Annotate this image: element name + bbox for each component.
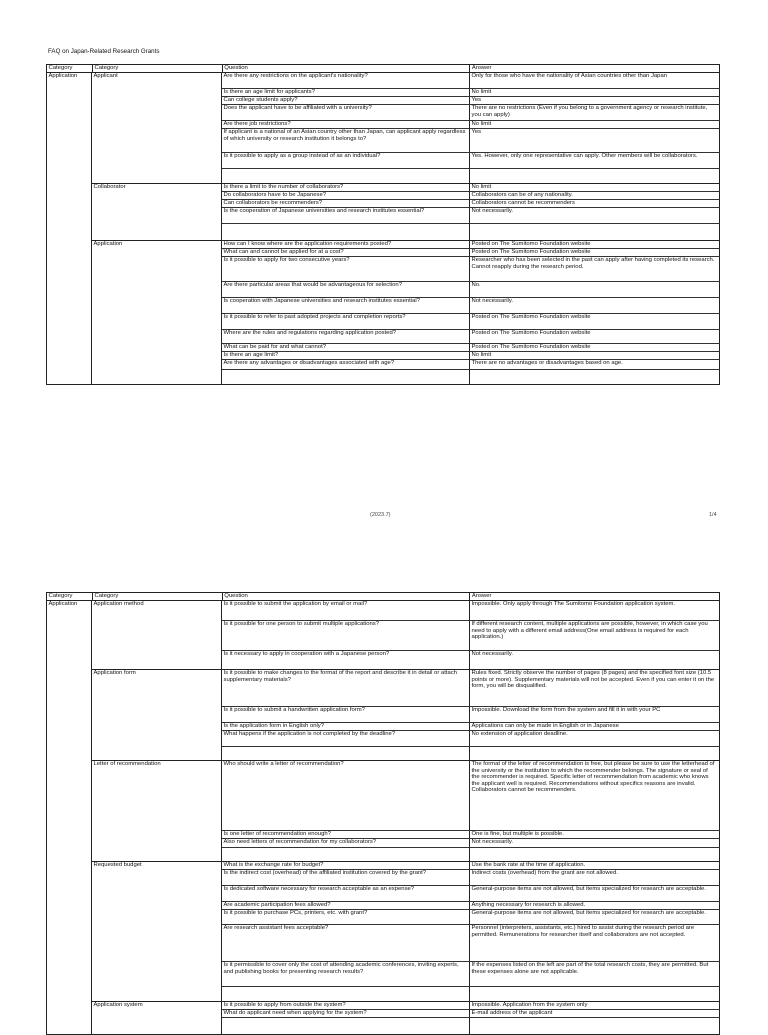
subcategory-group xyxy=(92,184,720,241)
question-cell: Are there any restrictions on the applicant's nationality? xyxy=(222,73,470,88)
question-rows xyxy=(222,241,720,384)
answer-cell: No. xyxy=(470,282,720,297)
table-row xyxy=(222,651,720,669)
answer-cell: Yes xyxy=(470,97,720,104)
answer-cell: Anything necessary for research is allowed. xyxy=(470,902,720,909)
table-row xyxy=(222,129,720,153)
table-row xyxy=(222,121,720,129)
table-row xyxy=(222,987,720,1001)
table-row xyxy=(222,105,720,121)
answer-cell xyxy=(470,169,720,183)
answer-cell xyxy=(470,848,720,861)
table-row xyxy=(222,1010,720,1018)
answer-cell: Not necessarily. xyxy=(470,839,720,847)
table-row xyxy=(222,224,720,240)
answer-cell: If the expenses listed on the left are part of the total research costs, they are permitted. But these expenses alone are not applicable. xyxy=(470,962,720,986)
answer-cell: Not necessarily. xyxy=(470,298,720,313)
question-cell: Is there an age limit for applicants? xyxy=(222,89,470,96)
question-cell: Is it possible for one person to submit multiple applications? xyxy=(222,621,470,650)
table-row xyxy=(222,910,720,925)
question-cell xyxy=(222,1018,470,1034)
table-row xyxy=(222,621,720,651)
table-row xyxy=(222,601,720,621)
table-row xyxy=(222,314,720,330)
question-cell: What is the exchange rate for budget? xyxy=(222,862,470,869)
question-rows xyxy=(222,73,720,183)
header-cell: Category xyxy=(93,65,223,72)
header-cell: Question xyxy=(223,65,471,72)
table-row xyxy=(222,330,720,344)
question-cell: Where are the rules and regulations regarding application posted? xyxy=(222,330,470,343)
question-cell: Are there particular areas that would be advantageous for selection? xyxy=(222,282,470,297)
table-row xyxy=(222,241,720,249)
question-cell: Is it possible to submit the application by email or mail? xyxy=(222,601,470,620)
subcategory-cell: Application form xyxy=(92,670,222,760)
answer-cell xyxy=(470,747,720,760)
header-cell: Question xyxy=(223,593,471,600)
table-row xyxy=(222,747,720,760)
question-cell: Is it possible to apply for two consecutive years? xyxy=(222,257,470,281)
question-cell xyxy=(222,987,470,1001)
subcategory-group xyxy=(92,670,720,761)
question-cell: Is one letter of recommendation enough? xyxy=(222,831,470,838)
header-cell: Answer xyxy=(470,65,720,72)
question-cell: Is it possible to refer to past adopted projects and completion reports? xyxy=(222,314,470,329)
table-row xyxy=(222,73,720,89)
subcategory-group xyxy=(92,761,720,862)
table-row xyxy=(222,862,720,870)
table-row xyxy=(222,886,720,902)
table-row xyxy=(222,249,720,257)
answer-cell: One is fine, but multiple is possible. xyxy=(470,831,720,838)
answer-cell: Posted on The Sumitomo Foundation website xyxy=(470,241,720,248)
table-row xyxy=(222,352,720,360)
answer-cell: E-mail address of the applicant xyxy=(470,1010,720,1017)
question-cell: Does the applicant have to be affiliated with a university? xyxy=(222,105,470,120)
question-rows xyxy=(222,862,720,1001)
subcategory-cell: Application xyxy=(92,241,222,384)
table-row xyxy=(222,902,720,910)
answer-cell: Posted on The Sumitomo Foundation website xyxy=(470,249,720,256)
answer-cell: General-purpose items are not allowed, but items specialized for research are acceptable. xyxy=(470,886,720,901)
table-row xyxy=(222,200,720,208)
question-cell xyxy=(222,224,470,240)
question-cell: Is it necessary to apply in cooperation with a Japanese person? xyxy=(222,651,470,669)
footer-page-number: 1/4 xyxy=(709,512,717,518)
answer-cell: Impossible. Download the form from the system and fill it in with your PC xyxy=(470,707,720,722)
answer-cell: Impossible. Application from the system only xyxy=(470,1002,720,1009)
question-rows xyxy=(222,184,720,240)
table-row xyxy=(222,184,720,192)
faq-table-sheet-2 xyxy=(46,592,720,1035)
question-cell: Are there job restrictions? xyxy=(222,121,470,128)
question-rows xyxy=(222,601,720,669)
table-row xyxy=(222,870,720,886)
question-cell: Is it possible to apply from outside the system? xyxy=(222,1002,470,1009)
answer-cell: No limit xyxy=(470,352,720,359)
answer-cell: Researcher who has been selected in the past can apply after having completed its research. Cannot reapply during the research period. xyxy=(470,257,720,281)
table-row xyxy=(222,848,720,861)
table-row xyxy=(222,925,720,962)
answer-cell xyxy=(470,370,720,384)
question-cell: Is it permissible to cover only the cost of attending academic conferences, inviting experts, and publishing books for presenting research results? xyxy=(222,962,470,986)
answer-cell: The format of the letter of recommendation is free, but please be sure to use the letterhead of the university or the institution to which the recommender belongs. The signature or seal of the recommender is required. Specific letter of recommendation from academic who knows the applicant well is required. Recommendations without specifics reasons are invalid. Collaborators cannot be recommenders. xyxy=(470,761,720,830)
answer-cell: Collaborators cannot be recommenders xyxy=(470,200,720,207)
subcategory-groups xyxy=(92,73,720,384)
question-cell: Can collaborators be recommenders? xyxy=(222,200,470,207)
table-row xyxy=(222,257,720,282)
subcategory-cell: Requested budget xyxy=(92,862,222,1001)
question-cell: Is the cooperation of Japanese universities and research institutes essential? xyxy=(222,208,470,223)
question-cell: Do collaborators have to be Japanese? xyxy=(222,192,470,199)
question-cell: If applicant is a national of an Asian country other than Japan, can applicant apply regardless of which university or research institution it belongs to? xyxy=(222,129,470,152)
table-row xyxy=(222,370,720,384)
table-header-row xyxy=(46,592,720,601)
table-row xyxy=(222,731,720,747)
question-cell: Is the application form in English only? xyxy=(222,723,470,730)
answer-cell xyxy=(470,987,720,1001)
table-row xyxy=(222,1002,720,1010)
question-cell xyxy=(222,848,470,861)
table-row xyxy=(222,97,720,105)
subcategory-group xyxy=(92,73,720,184)
answer-cell: General-purpose items are not allowed, but items specialized for research are acceptable. xyxy=(470,910,720,924)
answer-cell: No limit xyxy=(470,121,720,128)
table-row xyxy=(222,153,720,169)
question-cell: What happens if the application is not completed by the deadline? xyxy=(222,731,470,746)
answer-cell: No limit xyxy=(470,89,720,96)
question-cell: Is it possible to apply as a group instead of as an individual? xyxy=(222,153,470,168)
question-cell: Who should write a letter of recommendation? xyxy=(222,761,470,830)
table-body xyxy=(46,601,720,1035)
table-row xyxy=(222,298,720,314)
question-cell: Is it possible to purchase PCs, printers, etc. with grant? xyxy=(222,910,470,924)
question-rows xyxy=(222,761,720,861)
question-cell: What can be paid for and what cannot? xyxy=(222,344,470,351)
subcategory-cell: Letter of recommendation xyxy=(92,761,222,861)
subcategory-groups xyxy=(92,601,720,1034)
answer-cell: Posted on The Sumitomo Foundation website xyxy=(470,314,720,329)
answer-cell: No extension of application deadline. xyxy=(470,731,720,746)
question-cell: Are research assistant fees acceptable? xyxy=(222,925,470,961)
question-cell: Is it possible to submit a handwritten application form? xyxy=(222,707,470,722)
answer-cell: Not necessarily. xyxy=(470,651,720,669)
table-row xyxy=(222,761,720,831)
question-cell: Is it possible to make changes to the format of the report and describe it in detail or attach supplementary materials? xyxy=(222,670,470,706)
question-cell xyxy=(222,370,470,384)
answer-cell: Posted on The Sumitomo Foundation website xyxy=(470,344,720,351)
answer-cell: Use the bank rate at the time of application. xyxy=(470,862,720,869)
header-cell: Category xyxy=(47,65,93,72)
table-row xyxy=(222,670,720,707)
header-cell: Answer xyxy=(470,593,720,600)
subcategory-cell: Collaborator xyxy=(92,184,222,240)
question-cell: Is dedicated software necessary for research acceptable as an expense? xyxy=(222,886,470,901)
table-row xyxy=(222,169,720,183)
question-cell xyxy=(222,169,470,183)
question-cell: Is cooperation with Japanese universities and research institutes essential? xyxy=(222,298,470,313)
table-row xyxy=(222,723,720,731)
subcategory-group xyxy=(92,241,720,384)
table-row xyxy=(222,208,720,224)
table-row xyxy=(222,962,720,987)
table-row xyxy=(222,282,720,298)
question-cell: Is there an age limit? xyxy=(222,352,470,359)
answer-cell: Rules fixed. Strictly observe the number of pages (8 pages) and the specified font size (10.5 points or more). Supplementary materials will not be accepted. Even if you can enter it on the form, you will be disqualified. xyxy=(470,670,720,706)
table-row xyxy=(222,192,720,200)
answer-cell: If different research content, multiple applications are possible, however, in which case you need to apply with a different email address(One email address is required for each application.) xyxy=(470,621,720,650)
question-cell: Can college students apply? xyxy=(222,97,470,104)
question-cell: Is the indirect cost (overhead) of the affiliated institution covered by the grant? xyxy=(222,870,470,885)
answer-cell: Only for those who have the nationality of Asian countries other than Japan xyxy=(470,73,720,88)
question-rows xyxy=(222,1002,720,1034)
answer-cell: Indirect costs (overhead) from the grant are not allowed. xyxy=(470,870,720,885)
answer-cell: Applications can only be made in English or in Japanese xyxy=(470,723,720,730)
footer-date: (2023.7) xyxy=(370,512,391,518)
table-row xyxy=(222,1018,720,1034)
subcategory-cell: Application method xyxy=(92,601,222,669)
answer-cell: Personnel (interpreters, assistants, etc.) hired to assist during the research period are permitted. Remunerations for researcher itself and collaborators are not accepted. xyxy=(470,925,720,961)
answer-cell: Posted on The Sumitomo Foundation website xyxy=(470,330,720,343)
header-cell: Category xyxy=(93,593,223,600)
subcategory-group xyxy=(92,1002,720,1034)
category-cell: Application xyxy=(47,73,92,384)
answer-cell: Impossible. Only apply through The Sumitomo Foundation application system. xyxy=(470,601,720,620)
table-row xyxy=(222,707,720,723)
header-cell: Category xyxy=(47,593,93,600)
question-cell: What do applicant need when applying for the system? xyxy=(222,1010,470,1017)
answer-cell: Yes xyxy=(470,129,720,152)
subcategory-cell: Applicant xyxy=(92,73,222,183)
table-row xyxy=(222,344,720,352)
answer-cell: There are no restrictions (Even if you belong to a government agency or research institute, you can apply) xyxy=(470,105,720,120)
question-cell: Also need letters of recommendation for my collaborators? xyxy=(222,839,470,847)
question-cell: What can and cannot be applied for at a cost? xyxy=(222,249,470,256)
table-body xyxy=(46,73,720,385)
answer-cell: Yes. However, only one representative can apply. Other members will be collaborators. xyxy=(470,153,720,168)
subcategory-cell: Application system xyxy=(92,1002,222,1034)
table-row xyxy=(222,89,720,97)
table-row xyxy=(222,360,720,370)
faq-table-sheet-1 xyxy=(46,64,720,385)
page-title: FAQ on Japan-Related Research Grants xyxy=(48,48,160,55)
subcategory-group xyxy=(92,862,720,1002)
category-cell: Application xyxy=(47,601,92,1034)
subcategory-group xyxy=(92,601,720,670)
answer-cell xyxy=(470,224,720,240)
question-rows xyxy=(222,670,720,760)
question-cell: How can I know where are the application requirements posted? xyxy=(222,241,470,248)
table-row xyxy=(222,839,720,848)
question-cell: Is there a limit to the number of collaborators? xyxy=(222,184,470,191)
answer-cell: Collaborators can be of any nationality. xyxy=(470,192,720,199)
question-cell: Are there any advantages or disadvantages associated with age? xyxy=(222,360,470,369)
answer-cell: There are no advantages or disadvantages based on age. xyxy=(470,360,720,369)
question-cell xyxy=(222,747,470,760)
answer-cell: Not necessarily. xyxy=(470,208,720,223)
question-cell: Are academic participation fees allowed? xyxy=(222,902,470,909)
table-row xyxy=(222,831,720,839)
answer-cell: No limit xyxy=(470,184,720,191)
table-header-row xyxy=(46,64,720,73)
answer-cell xyxy=(470,1018,720,1034)
